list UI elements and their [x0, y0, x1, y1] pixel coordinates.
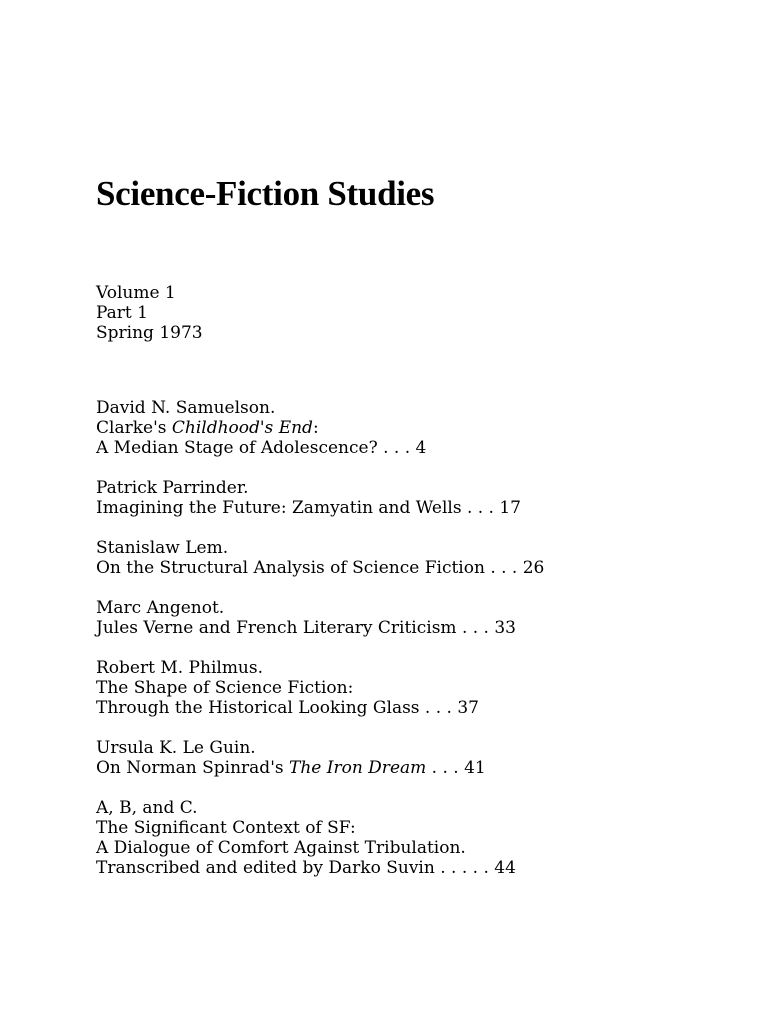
toc-author: Marc Angenot. [96, 598, 225, 618]
toc-entry-angenot [96, 598, 544, 638]
toc-title-line: Transcribed and edited by Darko Suvin . . . . . 44 [96, 858, 516, 878]
toc-author: A, B, and C. [96, 798, 198, 818]
toc-title-italic: The Iron Dream [289, 758, 427, 778]
toc-author: Patrick Parrinder. [96, 478, 249, 498]
toc-title-line: Through the Historical Looking Glass . . . 37 [96, 698, 479, 718]
toc-title-line: A Dialogue of Comfort Against Tribulation. [96, 838, 466, 858]
issue-part: Part 1 [96, 303, 148, 323]
toc-author: Robert M. Philmus. [96, 658, 264, 678]
toc-entry-samuelson [96, 398, 544, 458]
toc-entry-parrinder [96, 478, 544, 518]
toc-title-text: . . . 41 [426, 758, 486, 778]
toc-entry-a-b-c [96, 798, 544, 878]
toc-entry-lem [96, 538, 544, 578]
toc-title-text: Clarke's [96, 418, 172, 438]
toc-title-line: The Significant Context of SF: [96, 818, 356, 838]
toc-title-text: On Norman Spinrad's [96, 758, 289, 778]
toc-title-line: A Median Stage of Adolescence? . . . 4 [96, 438, 427, 458]
issue-volume: Volume 1 [96, 283, 176, 303]
toc-title-text: : [312, 418, 319, 438]
toc-title-line: The Shape of Science Fiction: [96, 678, 354, 698]
table-of-contents [96, 398, 544, 898]
toc-author: David N. Samuelson. [96, 398, 276, 418]
toc-title-line: Jules Verne and French Literary Criticism . . . 33 [96, 618, 516, 638]
toc-entry-philmus [96, 658, 544, 718]
toc-title-line: On the Structural Analysis of Science Fiction . . . 26 [96, 558, 545, 578]
toc-title-line [96, 758, 544, 778]
toc-title-line: Imagining the Future: Zamyatin and Wells . . . 17 [96, 498, 521, 518]
page-title: Science-Fiction Studies [96, 174, 435, 213]
toc-author: Ursula K. Le Guin. [96, 738, 256, 758]
toc-title-italic: Childhood's End [171, 418, 313, 438]
toc-entry-le-guin [96, 738, 544, 778]
toc-author: Stanislaw Lem. [96, 538, 229, 558]
issue-info [96, 283, 203, 343]
toc-title-line [96, 418, 544, 438]
issue-season: Spring 1973 [96, 323, 203, 343]
